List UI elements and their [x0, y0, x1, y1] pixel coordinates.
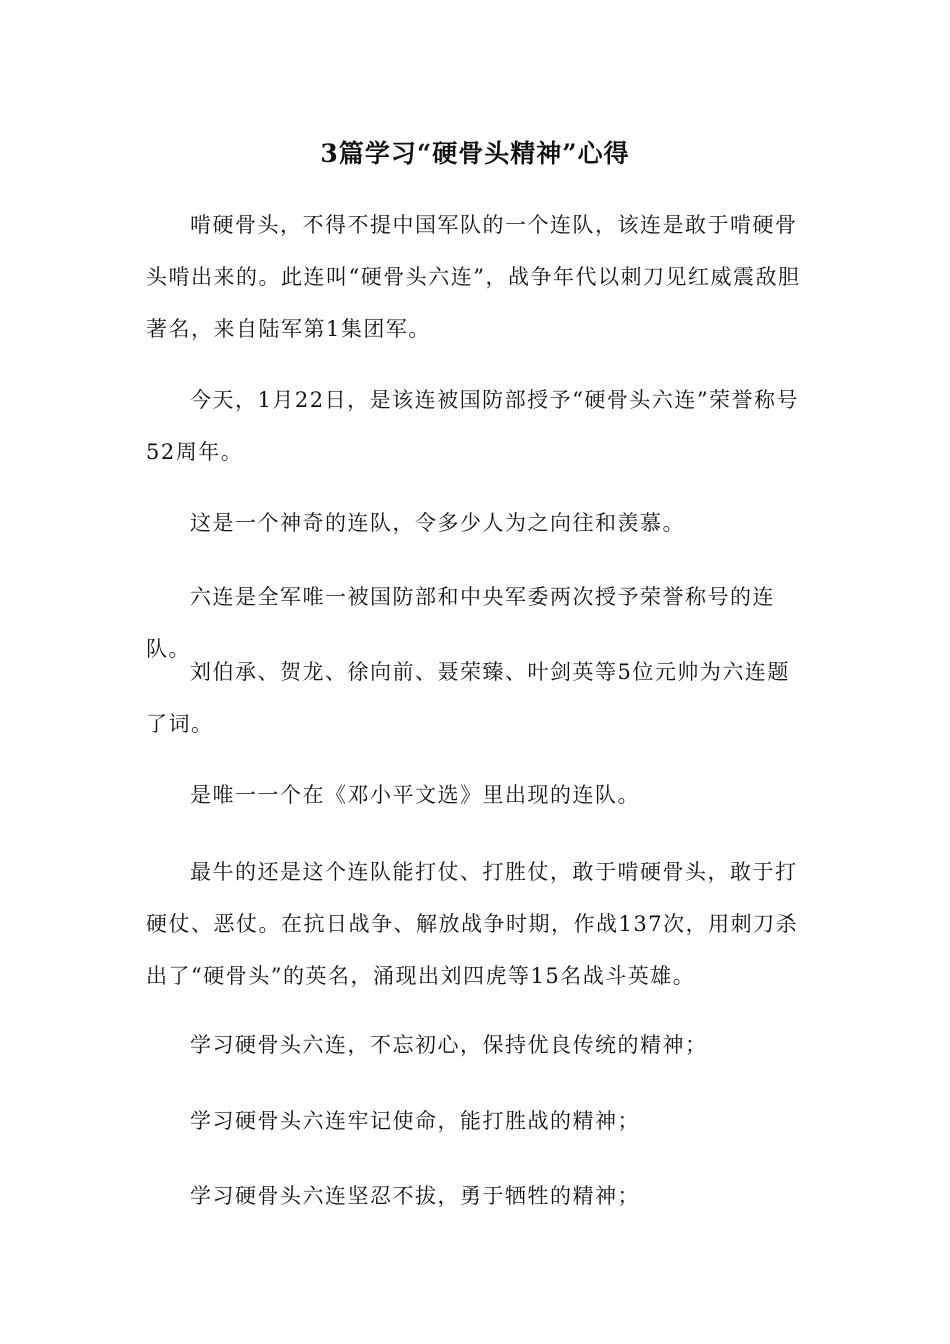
document-title: 3篇学习“硬骨头精神”心得 [320, 139, 630, 168]
paragraph-6: 是唯一一个在《邓小平文选》里出现的连队。 [190, 783, 640, 807]
paragraph-7: 最牛的还是这个连队能打仗、打胜仗，敢于啃硬骨头，敢于打硬仗、恶仗。在抗日战争、解放战争时期，作战137次，用刺刀杀出了“硬骨头”的英名，涌现出刘四虎等15名战斗英雄。 [146, 860, 799, 988]
paragraph-8: 学习硬骨头六连，不忘初心，保持优良传统的精神； [190, 1033, 708, 1057]
paragraph-9: 学习硬骨头六连牢记使命，能打胜战的精神； [190, 1109, 640, 1133]
paragraph-1: 啃硬骨头，不得不提中国军队的一个连队，该连是敢于啃硬骨头啃出来的。此连叫“硬骨头六连”，战争年代以刺刀见红威震敌胆著名，来自陆军第1集团军。 [146, 213, 801, 341]
paragraph-10: 学习硬骨头六连坚忍不拔，勇于牺牲的精神； [190, 1184, 640, 1208]
paragraph-4: 六连是全军唯一被国防部和中央军委两次授予荣誉称号的连队。 [146, 585, 775, 661]
paragraph-3: 这是一个神奇的连队，令多少人为之向往和羡慕。 [190, 511, 685, 535]
paragraph-2: 今天，1月22日，是该连被国防部授予“硬骨头六连”荣誉称号52周年。 [146, 388, 800, 464]
paragraph-5: 刘伯承、贺龙、徐向前、聂荣臻、叶剑英等5位元帅为六连题了词。 [146, 660, 790, 736]
